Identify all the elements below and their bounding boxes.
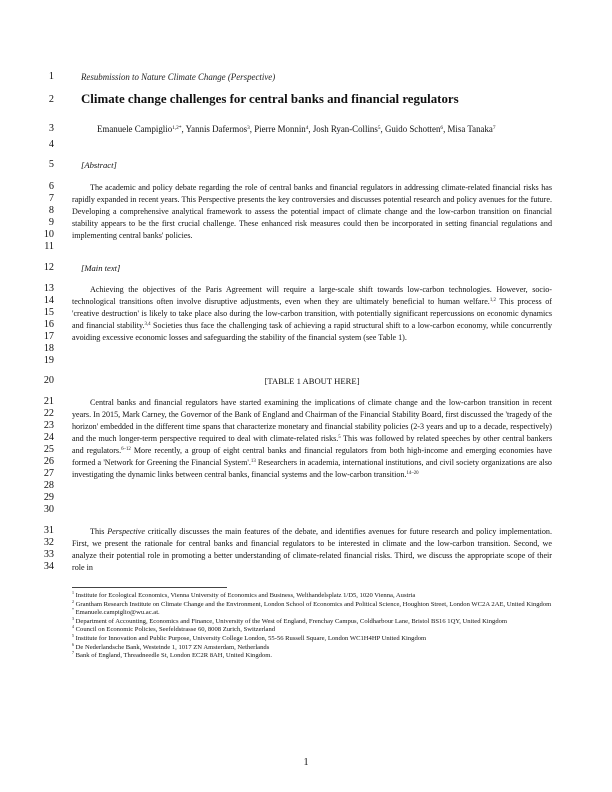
footnote: $^3$ Department of Accounting, Economics and Finance, University of the West of England, Frenchay Campus, Coldharbour Lane, Bristol BS16 1QY, United Kingdom	[72, 615, 508, 625]
line-number: 27	[43, 468, 54, 479]
author-name: Yannis Dafermos	[185, 124, 248, 134]
line-number: 22	[43, 408, 54, 419]
footnote: * Emanuele.campiglio@wu.ac.at.	[72, 607, 160, 617]
author-name: Guido Schotten	[384, 124, 441, 134]
line-number: 15	[43, 307, 54, 318]
footnote-rule	[72, 587, 227, 588]
line-number: 34	[43, 561, 54, 572]
line-number: 33	[43, 549, 54, 560]
line-number: 31	[43, 525, 54, 536]
author-name: Josh Ryan-Collins	[312, 124, 378, 134]
table-placeholder: [TABLE 1 ABOUT HERE]	[264, 376, 360, 386]
footnote: $^6$ De Nederlandsche Bank, Westeinde 1, 1017 ZN Amsterdam, Netherlands	[72, 641, 270, 651]
author-name: Pierre Monnin	[254, 124, 306, 134]
affiliation-mark: 6	[440, 125, 444, 131]
line-number: 28	[43, 480, 54, 491]
abstract-heading: [Abstract]	[81, 160, 117, 170]
paper-title: Climate change challenges for central banks and financial regulators	[81, 92, 459, 106]
line-number: 25	[43, 444, 54, 455]
author-list: Emanuele Campiglio$^{1,2*}$, Yannis Dafermos$^3$, Pierre Monnin$^4$, Josh Ryan-Collins$^5$, Guido Schotten$^6$, Misa Tanaka$^7$	[97, 124, 496, 134]
footnotes	[72, 592, 552, 661]
affiliation-mark: 7	[492, 125, 496, 131]
line-number: 21	[43, 396, 54, 407]
line-number: 6	[48, 181, 54, 192]
main-text-heading: [Main text]	[81, 263, 121, 273]
line-number: 3	[48, 123, 54, 134]
line-number: 30	[43, 504, 54, 515]
author-name: Emanuele Campiglio	[97, 124, 173, 134]
affiliation-mark: 4	[305, 125, 309, 131]
line-number: 32	[43, 537, 54, 548]
paragraph: This Perspective critically discusses the main features of the debate, and identifies avenues for future research and policy implementation. First, we present the rationale for central banks and financial regulators to be interested in climate and the low-carbon transition. Second, we analyze their potential role in promoting a better understanding of climate-related financial risks. Third, we discuss the appropriate scope of their role in	[72, 527, 552, 572]
line-number: 20	[43, 375, 54, 386]
line-number: 8	[48, 205, 54, 216]
page-number: 1	[303, 757, 309, 768]
paragraph: Achieving the objectives of the Paris Agreement will require a large-scale shift towards low-carbon technologies. However, socio-technological transitions often involve disruptive adjustments, even when they are ultimately beneficial to human welfare.$^{1,2}$ This process of 'creative destruction' is likely to take place also during the low-carbon transition, with potentially significant repercussions on economic dynamics and financial stability.$^{3,4}$ Societies thus face the challenging task of achieving a rapid structural shift to a low-carbon economy, while concurrently avoiding excessive economic losses and safeguarding the stability of the financial system (see Table 1).	[72, 285, 553, 342]
line-number: 7	[48, 193, 54, 204]
line-number: 16	[43, 319, 54, 330]
paragraph: Central banks and financial regulators have started examining the implications of climate change and the low-carbon transition in recent years. In 2015, Mark Carney, the Governor of the Bank of England and Chairman of the Financial Stability Board, first discussed the 'tragedy of the horizon' embedded in the different time spans that characterize monetary and financial stability policies (2-3 years and up to a decade, respectively) and the much longer-term perspective required to deal with climate-related risks.$^5$ This was followed by related speeches by other central bankers and regulators.$^{6-12}$ More recently, a group of eight central banks and financial regulators from both high-income and emerging economies have formed a 'Network for Greening the Financial System'.$^{13}$ Researchers in academia, international institutions, and civil society organizations are also investigating the dynamic links between central banks, financial systems and the low-carbon transition.$^{14-20}$	[72, 398, 552, 479]
line-number: 26	[43, 456, 54, 467]
author-name: Misa Tanaka	[447, 124, 493, 134]
line-number: 11	[44, 241, 54, 252]
footnote: $^5$ Institute for Innovation and Public Purpose, University College London, 55-56 Russell Square, London WC1H4HP United Kingdom	[72, 632, 427, 642]
footnote: $^7$ Bank of England, Threadneedle St, London EC2R 8AH, United Kingdom.	[72, 650, 273, 660]
line-number: 1	[48, 71, 54, 82]
footnote: $^4$ Council on Economic Policies, Seefeldstrasse 60, 8008 Zurich, Switzerland	[72, 624, 276, 634]
line-number: 17	[43, 331, 54, 342]
affiliation-mark: 5	[377, 125, 381, 131]
line-number: 10	[43, 229, 54, 240]
line-number: 29	[43, 492, 54, 503]
line-number: 19	[43, 355, 54, 366]
line-number: 13	[43, 283, 54, 294]
affiliation-mark: 1,2*	[172, 125, 182, 131]
line-number: 18	[43, 343, 54, 354]
line-number: 9	[48, 217, 54, 228]
footnote: $^2$ Grantham Research Institute on Climate Change and the Environment, London School of Economics and Political Science, Houghton Street, London WC2A 2AE, United Kingdom	[72, 598, 552, 608]
line-number: 4	[48, 139, 54, 150]
line-number: 12	[43, 262, 54, 273]
line-number: 5	[48, 159, 54, 170]
abstract-text: The academic and policy debate regarding the role of central banks and financial regulators in addressing climate-related financial risks has rapidly expanded in recent years. This Perspective presents the key controversies and discusses potential research and policy avenues for the future. Developing a comprehensive analytical framework to assess the potential impact of climate change and the low-carbon transition on financial stability appears to be the first crucial challenge. These enhanced risk measures could then be incorporated in setting financial regulations and implementing central banks' policies.	[72, 183, 552, 240]
line-number: 2	[48, 94, 54, 105]
affiliation-mark: 3	[247, 125, 250, 131]
resubmission-note: Resubmission to Nature Climate Change (Perspective)	[81, 72, 276, 82]
footnote: $^1$ Institute for Ecological Economics, Vienna University of Economics and Business, Welthandelsplatz 1/D5, 1020 Vienna, Austria	[72, 590, 416, 599]
line-number: 14	[43, 295, 54, 306]
line-number: 23	[43, 420, 54, 431]
line-number: 24	[43, 432, 54, 443]
